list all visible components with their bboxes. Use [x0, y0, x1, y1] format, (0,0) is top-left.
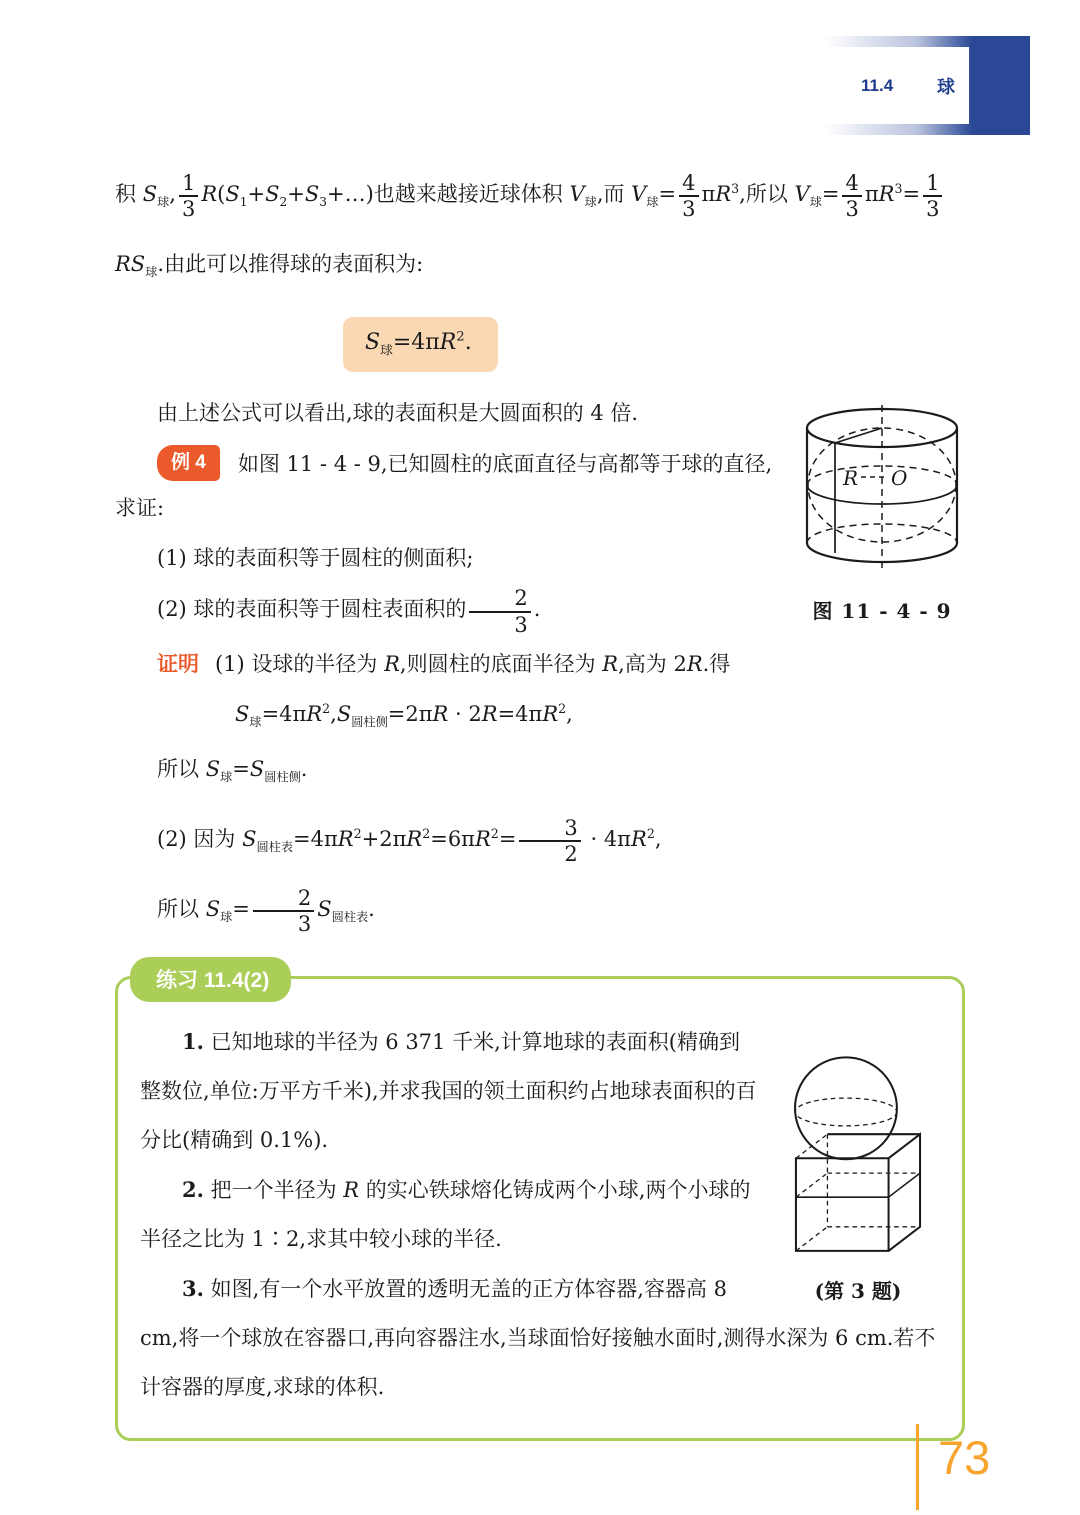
example-intro-text: 如图 11 - 4 - 9,已知圆柱的底面直径与高都等于球的直径,求证:: [115, 452, 773, 521]
main-content: [115, 158, 965, 1441]
proof-conclusion-1: 所以 $S_球=S_{圆柱侧}$.: [157, 756, 308, 784]
chapter-header: [825, 36, 1030, 135]
chapter-header-label: [825, 47, 969, 124]
problem-2: 2. 把一个半径为 R 的实心铁球熔化铸成两个小球,两个小球的半径之比为 1∶2,求其中较小球的半径.: [140, 1177, 751, 1252]
example-item-2: (2) 球的表面积等于圆柱表面积的 $\frac{2}{3}$ .: [157, 586, 541, 637]
radius-label: R: [843, 466, 859, 490]
sphere-surface-formula: $S_球=4\pi R^2$.: [365, 329, 472, 359]
center-label: O: [891, 466, 908, 490]
problem-3: 3. 如图,有一个水平放置的透明无盖的正方体容器,容器高 8 cm,将一个球放在容器口,再向容器注水,当球面恰好接触水面时,测得水深为 6 cm.若不计容器的厚度,求球的体积.: [140, 1276, 936, 1400]
intro-paragraph: 积 $S_球$, $\frac{1}{3}$ $R(S_1+S_2+S_3+\dots)$也越来越接近球体积 $V_球$,而 $V_球=$ $\frac{4}{3}$ $\pi R^3$,所以 $V_球=$ $\frac{4}{3}$ $\pi R^3=$ $\frac{1}{3}$ $RS_球$.由此可以推得球的表面积为:: [115, 158, 965, 303]
proof-conclusion-2: 所以 $S_球=$ $\frac{2}{3}$ $S_{圆柱表}$.: [157, 885, 375, 937]
page-number: 73: [938, 1431, 991, 1484]
problem-3-figure-caption: (第 3 题): [814, 1279, 902, 1304]
figure-11-4-9-caption: 图 11 - 4 - 9: [812, 599, 952, 623]
exercise-box: [115, 969, 965, 1441]
proof-step-1: [115, 644, 773, 685]
section-number: 11.4: [861, 75, 894, 95]
example-4-intro: [115, 442, 773, 530]
problem-3-figure: [772, 1049, 944, 1304]
figure-spacer: [943, 1017, 944, 1049]
page-number-rule: [916, 1424, 919, 1510]
sphere-surface-formula-box: [343, 317, 498, 372]
figure-11-4-9: [782, 403, 982, 624]
proof-step-2: (2) 因为 $S_{圆柱表}=4\pi R^2+2\pi R^2=6\pi R^2=$ $\frac{3}{2}$ · $4\pi R^2$,: [157, 815, 662, 866]
example-item-1: (1) 球的表面积等于圆柱的侧面积;: [157, 546, 474, 571]
sphere-on-cube-drawing: [778, 1049, 938, 1262]
problem-1: 1. 已知地球的半径为 6 371 千米,计算地球的表面积(精确到整数位,单位:万平方千米),并求我国的领土面积约占地球表面积的百分比(精确到 0.1%).: [140, 1029, 757, 1153]
observation-paragraph: 由上述公式可以看出,球的表面积是大圆面积的 4 倍.: [157, 401, 639, 426]
proof-formula-line: $S_球=4\pi R^2,S_{圆柱侧}=2\pi R \cdot 2R=4\pi R^2$,: [235, 701, 573, 730]
sphere-in-cylinder-drawing: [787, 403, 977, 575]
example-badge: 例 4: [157, 445, 220, 481]
section-title: 球: [937, 76, 955, 97]
proof-step-1-text: (1) 设球的半径为 R,则圆柱的底面半径为 R,高为 2R.得: [215, 652, 731, 677]
proof-label: 证明: [157, 653, 199, 677]
exercise-badge: 练习 11.4(2): [130, 957, 291, 1002]
